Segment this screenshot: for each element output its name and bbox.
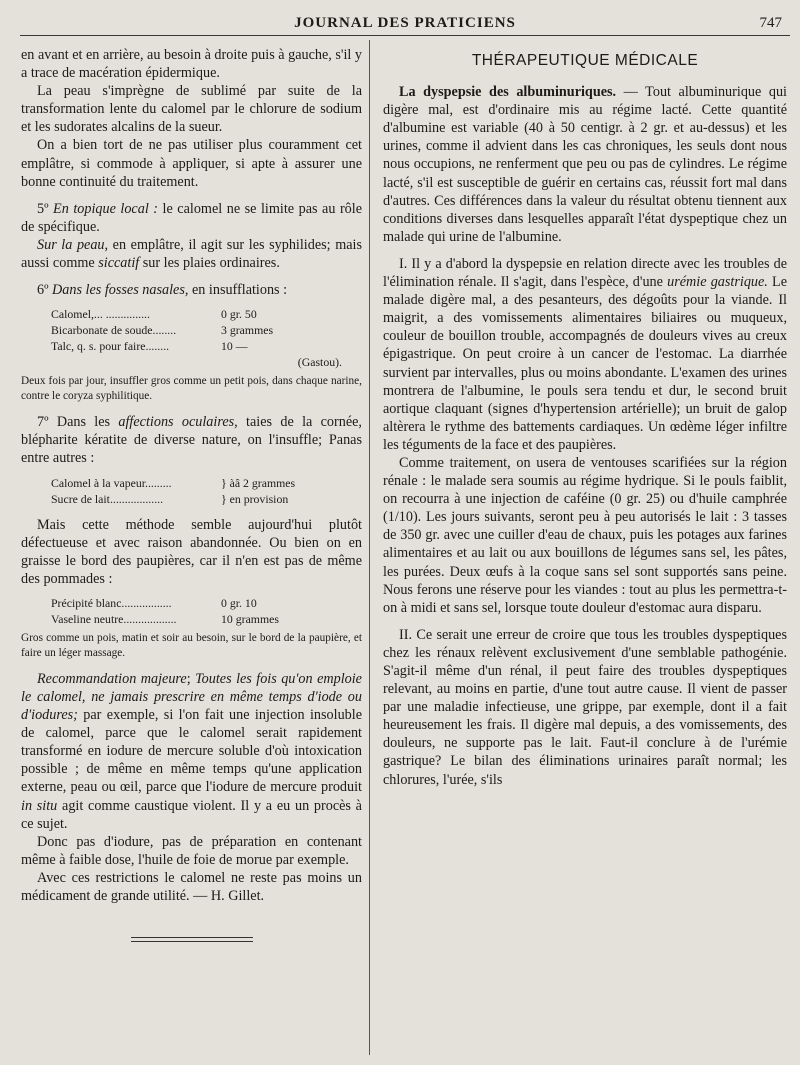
ingredient: Talc, q. s. pour faire........ <box>51 339 170 354</box>
italic-term: urémie gastrique. <box>667 274 768 291</box>
prescription-line <box>21 338 362 354</box>
article-title: La dyspepsie des albuminuriques. <box>399 84 617 101</box>
text-run: I. Il y a d'abord la dyspepsie en relation directe avec les troubles de l'élimination rénale. Il s'agit, dans l'espèce, d'une <box>383 255 787 291</box>
paragraph <box>21 236 362 272</box>
quantity: 10 grammes <box>221 611 279 626</box>
ingredient: Bicarbonate de soude........ <box>51 323 177 338</box>
prescription-line <box>21 322 362 338</box>
quantity: 0 gr. 10 <box>221 595 257 610</box>
text-run: sur les plaies ordinaires. <box>139 255 280 272</box>
section-title: THÉRAPEUTIQUE MÉDICALE <box>471 52 699 69</box>
page-number: 747 <box>759 15 782 31</box>
paragraph: Donc pas d'iodure, pas de préparation en contenant même à faible dose, l'huile de foie de morue par exemple. <box>21 833 362 868</box>
ingredient: Calomel à la vapeur......... <box>51 475 172 490</box>
paragraph <box>21 670 362 833</box>
paragraph-signature: Avec ces restrictions le calomel ne reste pas moins un médicament de grande utilité. — H. Gillet. <box>21 869 362 904</box>
prescription-note: Gros comme un pois, matin et soir au besoin, sur le bord de la paupière, et faire un léger massage. <box>21 631 362 659</box>
paragraph: Comme traitement, on usera de ventouses scarifiées sur la région rénale : le malade sera soumis au régime hydrique. Si le pouls faiblit, on recourra à une injection de caféine (0 gr. 25) ou d'huile camphrée (1/10). Les jours suivants, seront peu à peu autorisés le lait : 3 tasses de 350 gr. avec une cuiller d'eau de chaux, puis les potages aux farines alimentaires et au lait ou aux bouillons de légumes sans sel, les pâtes, les purées. Deux œufs à la coque sans sel sont supportés sans peine. Nous ferons une réserve pour les viandes : tout au plus les permettra-t-on à midi et sans sel, lorsque toute douleur d'estomac aura disparu. <box>383 454 787 616</box>
paragraph <box>383 83 787 246</box>
italic-heading: affections oculaires, <box>118 414 238 431</box>
prescription-line <box>21 611 362 627</box>
paragraph: On a bien tort de ne pas utiliser plus couramment cet emplâtre, si commode à appliquer, si apte à assurer une bonne continuité du traitement. <box>21 137 362 190</box>
text-run: — Tout albuminurique qui digère mal, est d'ordinaire mis au régime lacté. Cette quantité d'albumine est variable (40 à 50 centigr. à 2 gr. et au-dessus) et les urines, comme il advient dans les cas chroniques, les seuls dont nous nous occupions, ne renferment que peu ou pas de cylindres. Le régime lacté, s'il est susceptible de guérir en certains cas, réussit fort mal dans d'autres. Ces différences dans la valeur du résultat obtenu tiennent aux conditions diverses dans lesquelles apparaît l'état dyspeptique chez un malade qui urine de l'albumine. <box>383 84 788 245</box>
header-rule <box>20 35 790 36</box>
ingredient: Précipité blanc................. <box>51 595 172 610</box>
paragraph: La peau s'imprègne de sublimé par suite de la transformation lente du calomel par le chlorure de sodium et les sudorates alcalins de la sueur. <box>21 83 362 136</box>
prescription-note: Deux fois par jour, insuffler gros comme un petit pois, dans chaque narine, contre le coryza syphilitique. <box>21 375 362 403</box>
right-column <box>383 46 787 789</box>
ingredient: Sucre de lait.................. <box>51 491 164 506</box>
text-run: le calomel ne se limite pas au rôle de spécifique. <box>21 200 363 235</box>
prescription-nasal <box>21 306 362 370</box>
paragraph: Mais cette méthode semble aujourd'hui plutôt défectueuse et avec raison abandonnée. Ou bien on en graisse le bord des paupières, car il n'en est pas de même des pommades : <box>21 516 362 587</box>
italic-word: siccatif <box>98 255 140 272</box>
prescription-line <box>21 475 362 491</box>
item-number: 6º <box>37 282 49 299</box>
paragraph <box>21 281 362 299</box>
italic-heading: Sur la peau, <box>37 236 109 253</box>
paragraph <box>383 255 787 454</box>
quantity: } en provision <box>221 491 289 506</box>
italic-heading: Recommandation majeure <box>37 670 187 687</box>
left-column <box>21 46 362 942</box>
paragraph <box>21 200 362 236</box>
paragraph: II. Ce serait une erreur de croire que tous les troubles dyspeptiques chez les rénaux relèvent exclusivement d'une semblable pathogénie. S'agit-il même d'un rénal, il peut faire des troubles dyspeptiques relevant, au moins en partie, d'une tout autre cause. Il vient de passer par une maladie infectieuse, une grippe, par exemple, dont il a fait heureusement les frais. Il digère mal depuis, a des vomissements, des douleurs, ne supporte pas le lait. Faut-il conclure à de l'urémie gastrique? Le bilan des éliminations urinaires paraît normal; les chlorures, l'urée, s'ils <box>383 626 787 788</box>
prescription-line <box>21 595 362 611</box>
text-run: taies de la cornée, blépharite kératite de diverse nature, on l'insuffle; Panas entre autres : <box>21 414 362 467</box>
text-run: Le malade digère mal, a des pesanteurs, des dégoûts pour la viande. Il maigrit, a des vomissements alimentaires biliaires ou muqueux, couleur de bouillon trouble, accompagnés de douleurs vives au creux épigastrique. On peut croire à un cancer de l'estomac. La diarrhée survient par intervalles, plus ou moins abondante. L'examen des urines montrera de l'albumine, le pouls sera tendu et dur, le second bruit aortique claquant (signes d'hypertension artérielle); un bruit de galop altèrera le rythme des battements cardiaques. Un œdème léger infiltre les téguments de la face et des paupières. <box>383 274 788 453</box>
end-of-article-rule <box>131 937 253 942</box>
text-run: en insufflations : <box>188 282 288 299</box>
prescription-line <box>21 491 362 507</box>
quantity: } àâ 2 grammes <box>221 475 296 490</box>
text-run: agit comme caustique violent. Il y a eu un procès à ce sujet. <box>21 797 362 832</box>
journal-title: JOURNAL DES PRATICIENS <box>294 15 516 31</box>
ingredient: Vaseline neutre.................. <box>51 611 177 626</box>
text-run: ; <box>186 670 196 687</box>
italic-heading: En topique local : <box>53 200 159 217</box>
attribution: (Gastou). <box>297 355 342 370</box>
prescription-ocular <box>21 475 362 507</box>
paragraph: en avant et en arrière, au besoin à droite puis à gauche, s'il y a trace de macération épidermique. <box>21 47 362 82</box>
text-run: en emplâtre, il agit sur les syphilides; mais aussi comme <box>21 236 362 272</box>
text-run: par exemple, si l'on fait une injection insoluble de calomel, parce que le calomel serait rapidement transformé en iodure de mercure soluble d'où intoxication possible ; de même en même temps qu'une application externe, peau ou œil, parce que l'iodure de mercure produit <box>21 707 362 796</box>
text-run: 7º Dans les <box>37 414 119 431</box>
column-divider <box>369 40 370 1055</box>
quantity: 0 gr. 50 <box>221 307 257 322</box>
quantity: 3 grammes <box>221 323 274 338</box>
italic-heading: Dans les fosses nasales, <box>52 282 189 299</box>
prescription-line <box>21 306 362 322</box>
item-number: 5º <box>37 200 49 217</box>
italic-warning: Toutes les fois qu'on emploie le calomel, ne jamais prescrire en même temps d'iode ou d'iodures; <box>21 670 362 724</box>
prescription-ointment <box>21 595 362 627</box>
quantity: 10 — <box>221 339 248 354</box>
italic-word: in situ <box>21 797 58 814</box>
ingredient: Calomel,... ............... <box>51 307 150 322</box>
paragraph <box>21 413 362 467</box>
